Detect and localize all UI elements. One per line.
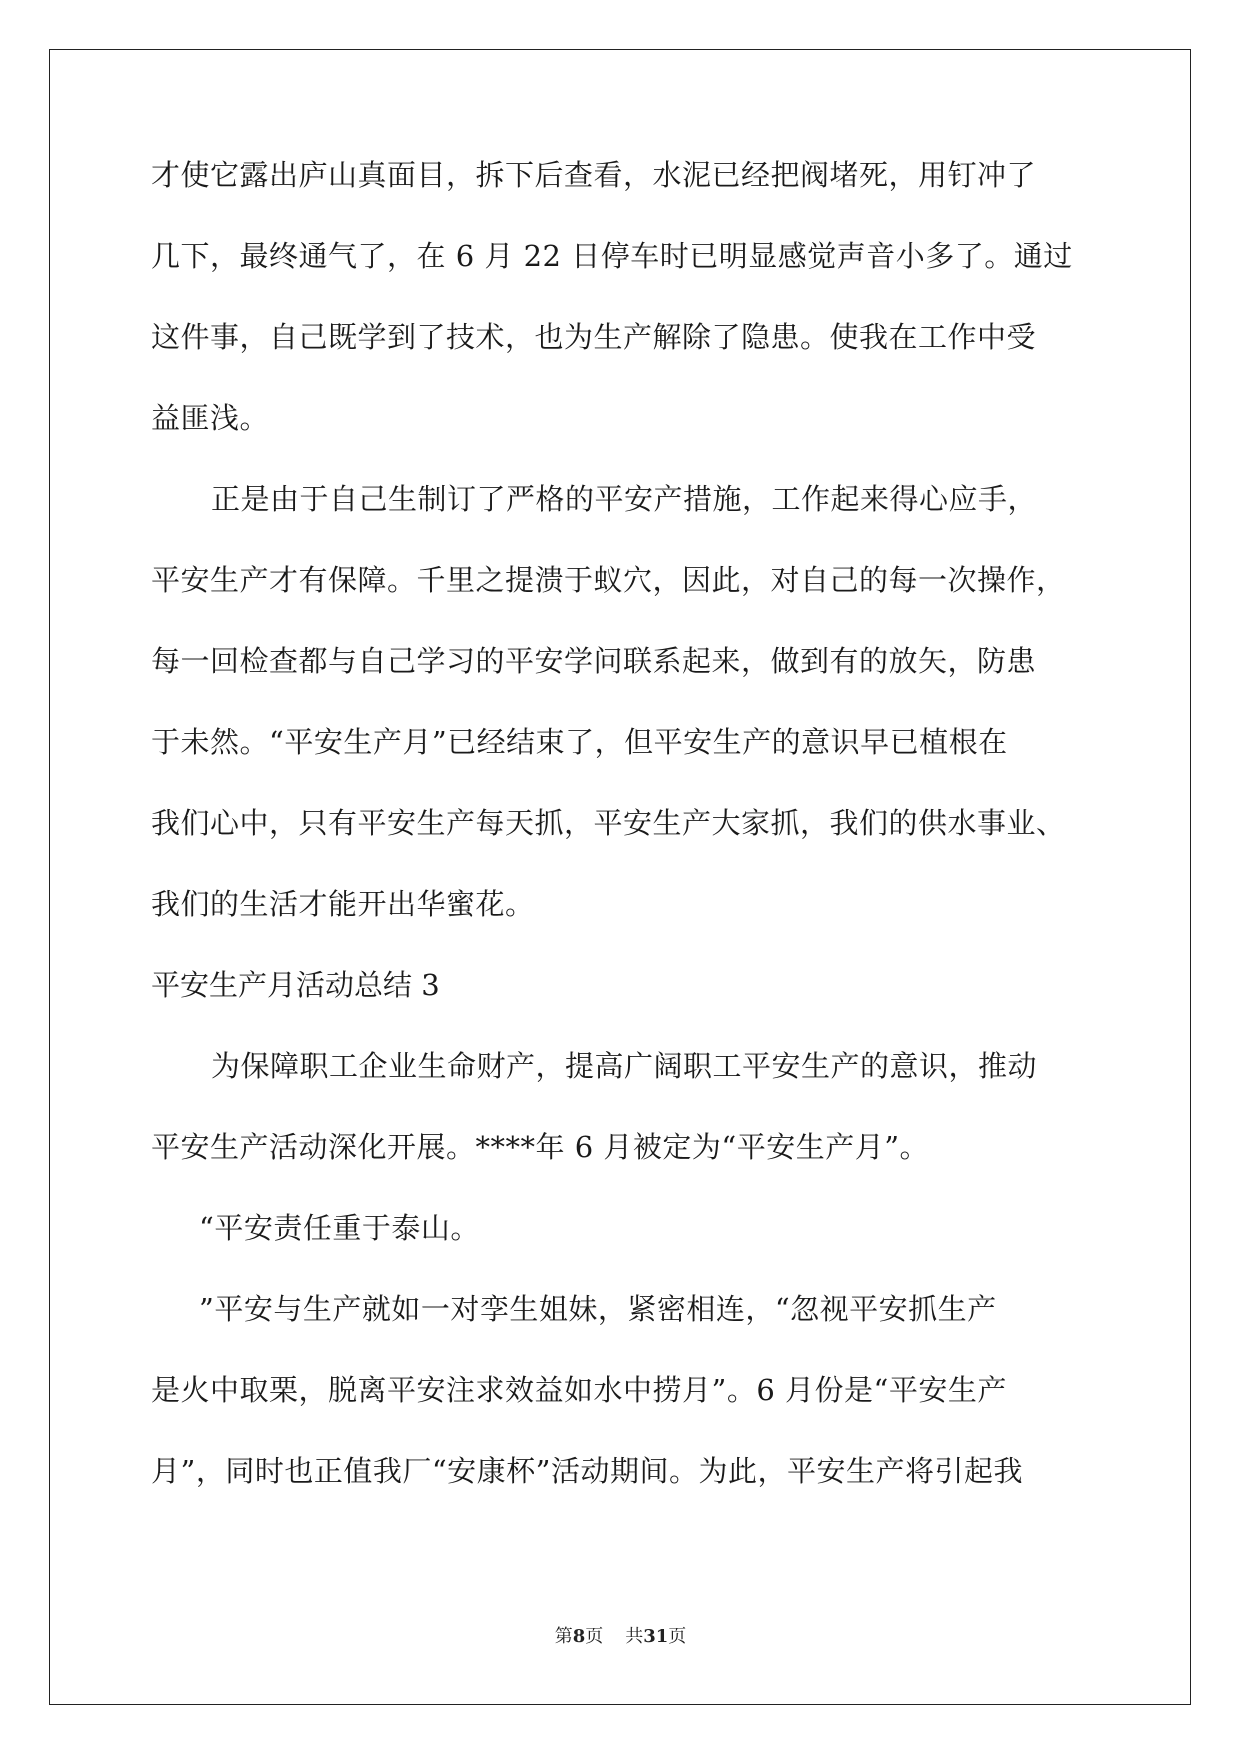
text-line: 我们的生活才能开出华蜜花。: [151, 887, 535, 921]
text-line: “平安责任重于泰山。: [199, 1211, 480, 1245]
total-pages-prefix: 共: [625, 1626, 644, 1647]
text-line: 平安生产活动深化开展。****年 6 月被定为“平安生产月”。: [151, 1130, 930, 1164]
text-line: 才使它露出庐山真面目，拆下后查看，水泥已经把阀堵死，用钉冲了: [151, 158, 1037, 192]
text-line: 每一回检查都与自己学习的平安学问联系起来，做到有的放矢，防患: [151, 644, 1037, 678]
text-line: ”平安与生产就如一对孪生姐妹，紧密相连，“忽视平安抓生产: [199, 1292, 997, 1326]
text-line: 几下，最终通气了，在 6 月 22 日停车时已明显感觉声音小多了。通过: [151, 239, 1073, 273]
page-number-suffix: 页: [585, 1626, 604, 1647]
text-line: 为保障职工企业生命财产，提高广阔职工平安生产的意识，推动: [211, 1049, 1038, 1083]
text-line: 是火中取栗，脱离平安注求效益如水中捞月”。6 月份是“平安生产: [151, 1373, 1007, 1407]
total-pages-suffix: 页: [668, 1626, 687, 1647]
document-body: [151, 155, 1091, 1532]
text-line: 平安生产才有保障。千里之提溃于蚁穴，因此，对自己的每一次操作，: [151, 563, 1066, 597]
text-line: 于未然。“平安生产月”已经结束了，但平安生产的意识早已植根在: [151, 725, 1008, 759]
text-line: 益匪浅。: [151, 401, 270, 435]
page-number-prefix: 第: [554, 1626, 573, 1647]
text-line: 正是由于自己生制订了严格的平安产措施，工作起来得心应手，: [211, 482, 1038, 516]
total-pages-number: 31: [643, 1626, 669, 1647]
section-heading: 平安生产月活动总结 3: [151, 968, 440, 1002]
current-page-number: 8: [572, 1626, 586, 1647]
page-footer: [0, 1625, 1241, 1649]
text-line: 这件事，自己既学到了技术，也为生产解除了隐患。使我在工作中受: [151, 320, 1037, 354]
text-line: 月”，同时也正值我厂“安康杯”活动期间。为此，平安生产将引起我: [151, 1454, 1023, 1488]
text-line: 我们心中，只有平安生产每天抓，平安生产大家抓，我们的供水事业、: [151, 806, 1066, 840]
